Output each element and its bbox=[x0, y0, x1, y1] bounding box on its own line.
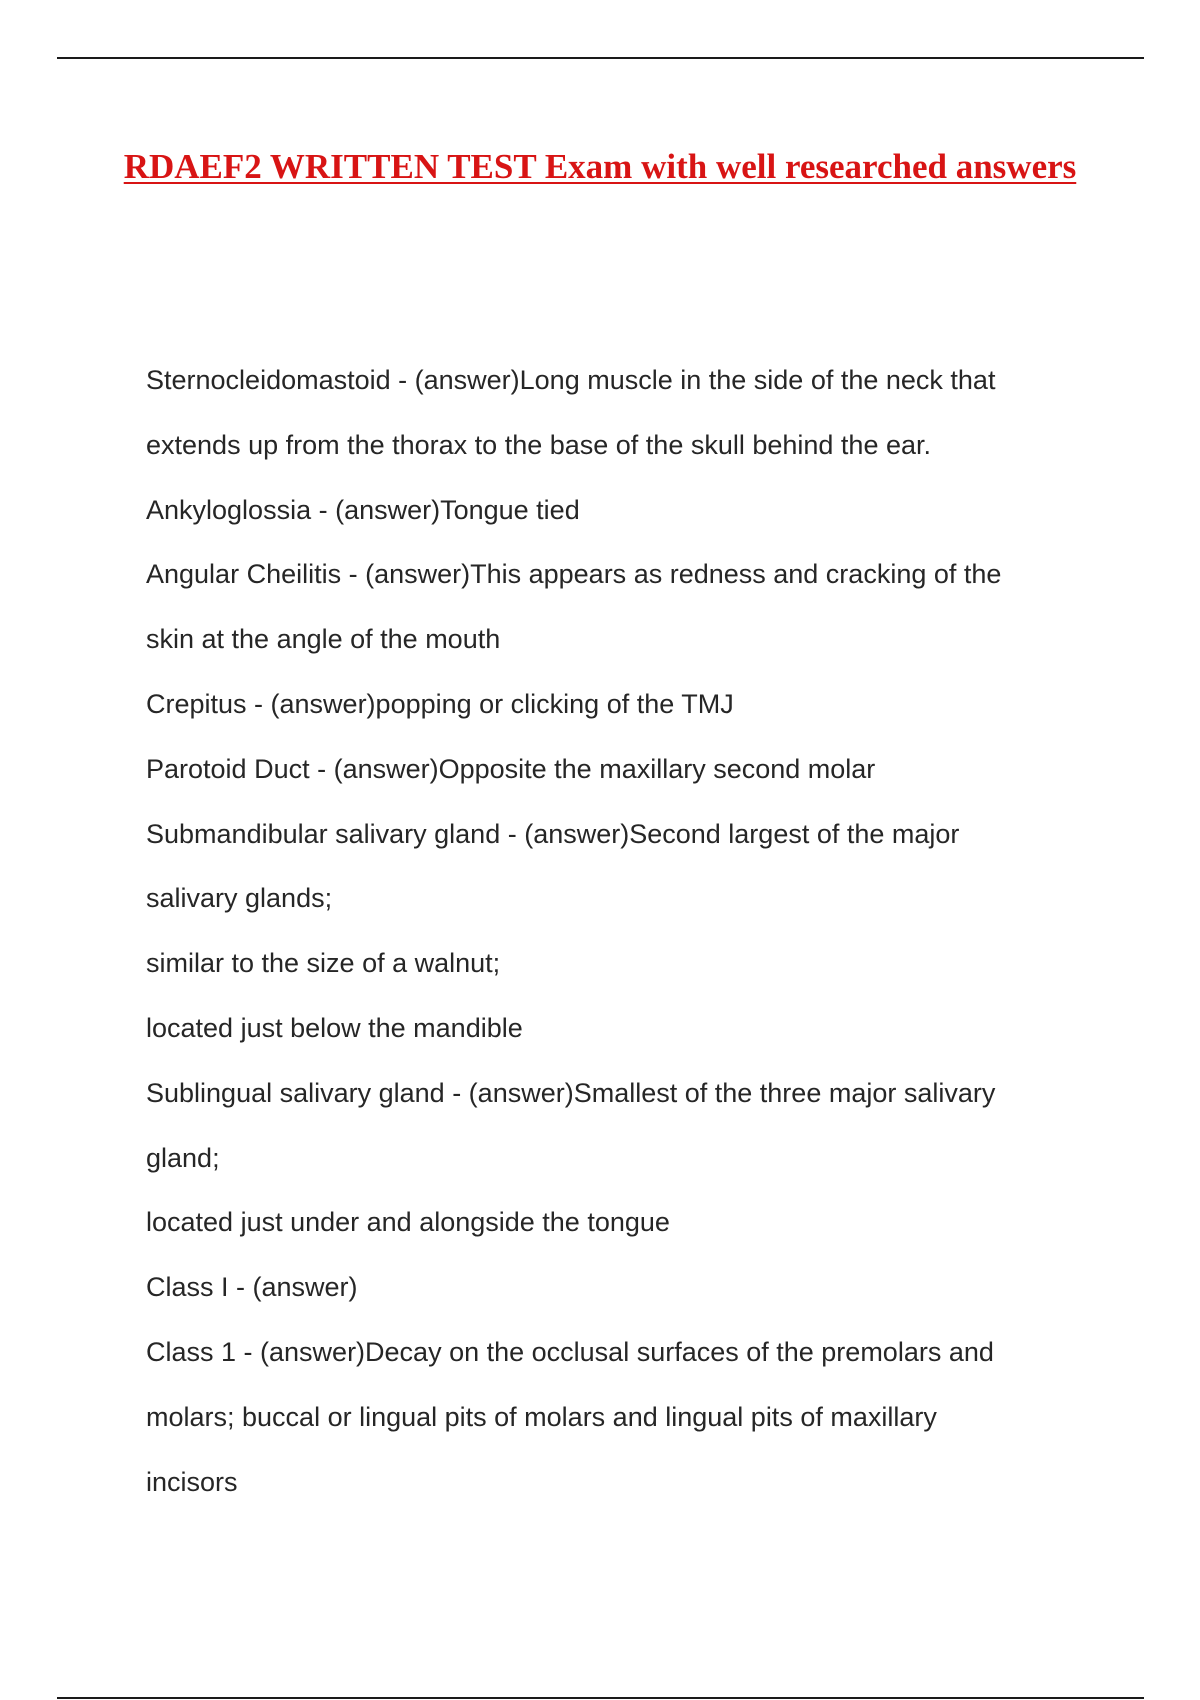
text-line: Sublingual salivary gland - (answer)Smallest of the three major salivary bbox=[146, 1077, 996, 1108]
text-line: Submandibular salivary gland - (answer)Second largest of the major bbox=[146, 818, 960, 849]
text-line: Ankyloglossia - (answer)Tongue tied bbox=[146, 494, 580, 525]
text-line: salivary glands; bbox=[146, 883, 333, 914]
text-line: Parotoid Duct - (answer)Opposite the maxillary second molar bbox=[146, 753, 876, 784]
text-line: Angular Cheilitis - (answer)This appears as redness and cracking of the bbox=[146, 559, 1002, 590]
text-line: similar to the size of a walnut; bbox=[146, 948, 501, 979]
text-line: Crepitus - (answer)popping or clicking of the TMJ bbox=[146, 688, 734, 719]
document-title bbox=[120, 145, 1080, 188]
text-line: located just below the mandible bbox=[146, 1012, 523, 1043]
text-line: located just under and alongside the tongue bbox=[146, 1207, 670, 1238]
text-line: incisors bbox=[146, 1466, 238, 1497]
text-line: extends up from the thorax to the base of the skull behind the ear. bbox=[146, 429, 932, 460]
bottom-rule bbox=[57, 1697, 1144, 1699]
text-line: Sternocleidomastoid - (answer)Long muscle in the side of the neck that bbox=[146, 365, 996, 395]
document-title-text: RDAEF2 WRITTEN TEST Exam with well researched answers bbox=[123, 147, 1077, 186]
top-rule bbox=[57, 57, 1144, 59]
text-line: gland; bbox=[146, 1142, 220, 1173]
text-line: Class 1 - (answer)Decay on the occlusal surfaces of the premolars and bbox=[146, 1336, 994, 1367]
text-line: Class I - (answer) bbox=[146, 1272, 358, 1303]
document-body bbox=[146, 348, 1066, 1514]
text-line: skin at the angle of the mouth bbox=[146, 624, 501, 655]
text-line: molars; buccal or lingual pits of molars and lingual pits of maxillary bbox=[146, 1401, 937, 1432]
